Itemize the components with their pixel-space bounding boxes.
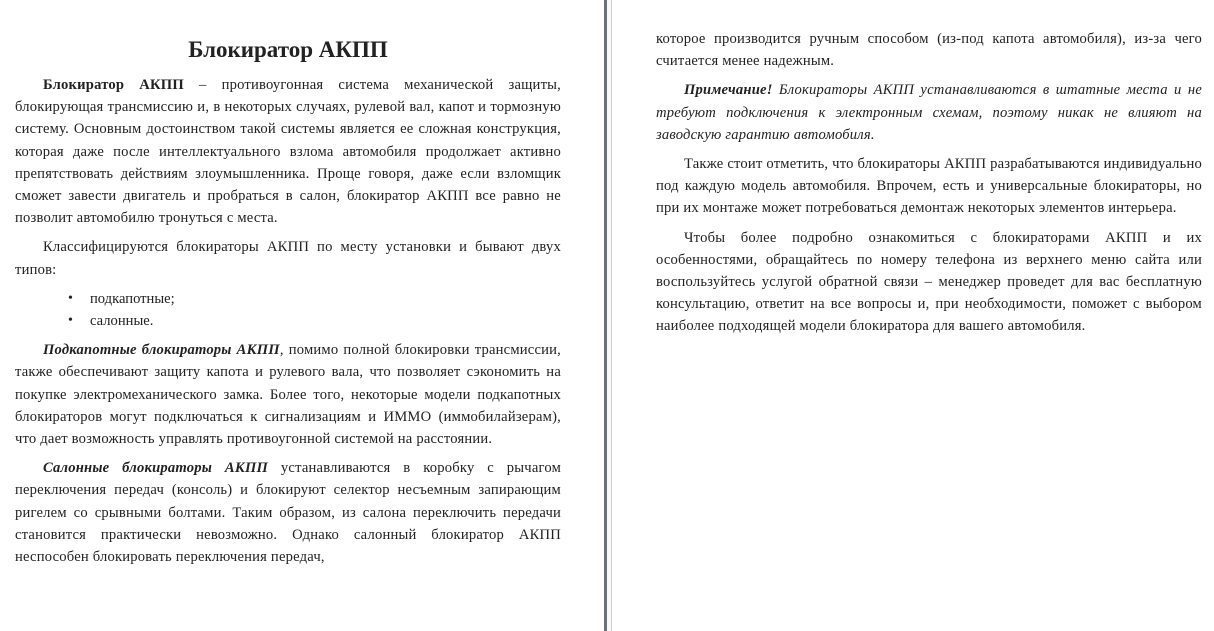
cabin-text: устанавливаются в коробку с рычагом переключения передач (консоль) и блокируют селектор несъемным запирающим ригелем со срывными болтами. Таким образом, из салона переключить передачи становится практически невозможно. Однако салонный блокиратор АКПП неспособен блокировать переключения передач, (15, 460, 562, 566)
left-page (0, 0, 604, 631)
intro-paragraph (15, 74, 561, 229)
under-hood-lead: Подкапотные блокираторы АКПП (43, 342, 280, 359)
under-hood-paragraph (15, 339, 561, 450)
bullet-icon: • (68, 313, 73, 329)
classification-paragraph: Классифицируются блокираторы АКПП по месту установки и бывают двух типов: (15, 239, 561, 278)
intro-text: – противоугонная система механической защиты, блокирующая трансмиссию и, в некоторых случаях, рулевой вал, капот и тормозную систему. Основным достоинством такой системы является ее сложная конструкция, которая даже после интеллектуального взлома автомобиля продолжает активно препятствовать действиям злоумышленника. Проще говоря, даже если взломщик сможет завести двигатель и пробраться в салон, блокиратор АКПП все равно не позволит автомобилю тронуться с места. (15, 77, 562, 227)
list-item-label: подкапотные; (90, 290, 175, 307)
note-lead: Примечание! (684, 82, 773, 99)
cabin-paragraph (15, 457, 561, 568)
list-item (68, 310, 561, 332)
note-text: Блокираторы АКПП устанавливаются в штатные места и не требуют подключения к электронным схемам, поэтому никак не влияют на заводскую гарантию автомобиля. (656, 82, 1202, 143)
individual-paragraph: Также стоит отметить, что блокираторы АКПП разрабатываются индивидуально под каждую модель автомобиля. Впрочем, есть и универсальные блокираторы, но при их монтаже может потребоваться демонтаж некоторых элементов интерьера. (656, 156, 1202, 217)
note-paragraph (656, 79, 1202, 146)
contact-paragraph: Чтобы более подробно ознакомиться с блокираторами АКПП и их особенностями, обращайтесь по номеру телефона из верхнего меню сайта или воспользуйтесь услугой обратной связи – менеджер проведет для вас бесплатную консультацию, ответит на все вопросы и, при необходимости, поможет с выбором наиболее подходящей модели блокиратора для вашего автомобиля. (656, 229, 1202, 335)
left-page-content (15, 34, 561, 575)
list-item-label: салонные. (90, 313, 154, 330)
right-page (612, 0, 1214, 631)
intro-lead: Блокиратор АКПП (43, 77, 184, 93)
types-list (15, 288, 561, 332)
bullet-icon: • (68, 290, 73, 306)
right-page-content (656, 28, 1202, 345)
continued-paragraph: которое производится ручным способом (из-под капота автомобиля), из-за чего считается менее надежным. (656, 31, 1202, 70)
page-divider (604, 0, 612, 631)
list-item (68, 288, 561, 310)
under-hood-text: , помимо полной блокировки трансмиссии, также обеспечивают защиту капота и рулевого вала, что позволяет сэкономить на покупке электромеханического замка. Более того, некоторые модели подкапотных блокираторов могут подключаться к сигнализациям и ИММО (иммобилайзерам), что дает возможность управлять противоугонной системой на расстоянии. (15, 342, 562, 448)
document-title: Блокиратор АКПП (188, 37, 388, 62)
cabin-lead: Салонные блокираторы АКПП (43, 460, 269, 477)
